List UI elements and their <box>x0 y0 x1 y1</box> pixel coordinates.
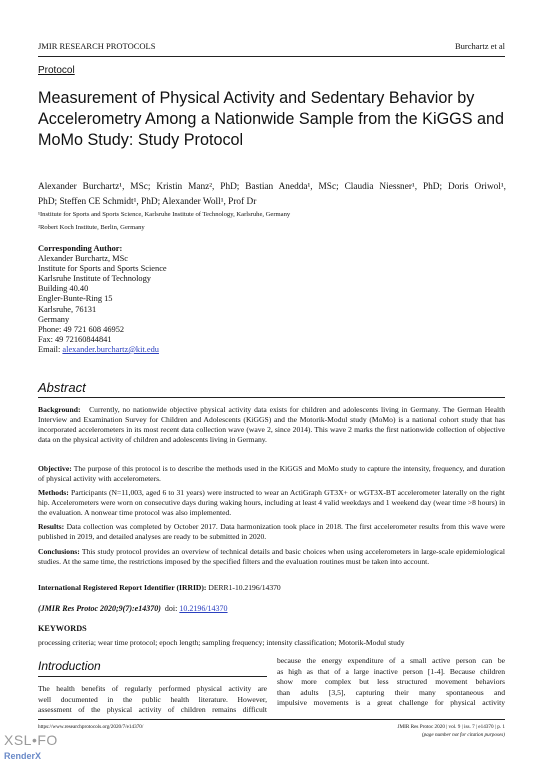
intro-right-line: as high as that of a large inactive person [1-4]. Because children <box>277 666 505 676</box>
objective-label: Objective: <box>38 464 72 473</box>
email-link[interactable]: alexander.burchartz@kit.edu <box>62 344 159 354</box>
introduction-rule <box>38 676 267 677</box>
abstract-irrid <box>38 583 505 593</box>
corresponding-line: Fax: 49 72160844841 <box>38 334 112 344</box>
intro-right-line: than adults [3,5], capturing their many spontaneous and <box>277 687 505 697</box>
results-label: Results: <box>38 522 65 531</box>
intro-right-line: show more complex but less structured movement behaviors <box>277 677 505 687</box>
doi-link[interactable]: 10.2196/14370 <box>179 604 228 613</box>
author-line-1: Alexander Burchartz¹, MSc; Kristin Manz², PhD; Bastian Anedda¹, MSc; Claudia Niessner¹, PhD; Doris Oriwol¹, <box>38 182 506 192</box>
intro-right-line: impulsive movements is a great challenge for physical activity <box>277 698 505 708</box>
intro-left-column <box>38 684 267 716</box>
header-rule <box>38 56 505 57</box>
abstract-background <box>38 405 505 445</box>
keywords-text: processing criteria; wear time protocol; epoch length; sampling frequency; intensity classification; Motorik-Modul study <box>38 638 405 647</box>
corresponding-author-block <box>38 244 167 355</box>
corresponding-line: Karlsruhe, 76131 <box>38 304 97 314</box>
methods-label: Methods: <box>38 488 69 497</box>
article-title: Measurement of Physical Activity and Sedentary Behavior by Accelerometry Among a Nationwide Sample from the KiGGS and MoMo Study: Study Protocol <box>38 89 505 149</box>
abstract-results <box>38 522 505 542</box>
corresponding-author-label: Corresponding Author: <box>38 244 123 253</box>
affiliation-2: ²Robert Koch Institute, Berlin, Germany <box>38 224 145 231</box>
introduction-heading: Introduction <box>38 659 101 673</box>
watermark-renderx: RenderX <box>4 751 42 761</box>
conclusions-text: This study protocol provides an overview of technical details and basic choices when using accelerometers in large-scale epidemiological studies. At the same time, the restrictions imposed by the specified filters and the evaluation routines must be taken into account. <box>38 547 505 566</box>
running-header-author: Burchartz et al <box>454 41 505 51</box>
author-line-2: PhD; Steffen CE Schmidt¹, PhD; Alexander Woll¹, Prof Dr <box>38 197 257 207</box>
email-row <box>38 345 167 355</box>
abstract-conclusions <box>38 547 505 567</box>
watermark-xslfo: XSL•FO <box>4 732 58 748</box>
corresponding-line: Alexander Burchartz, MSc <box>38 254 128 264</box>
irrid-text: DERR1-10.2196/14370 <box>208 583 281 592</box>
article-category: Protocol <box>38 65 75 76</box>
intro-right-line: because the energy expenditure of a small active person can be <box>277 656 505 665</box>
background-label: Background: <box>38 405 81 414</box>
corresponding-line: Karlsruhe Institute of Technology <box>38 274 151 284</box>
citation-label: (JMIR Res Protoc 2020;9(7):e14370) <box>38 604 161 613</box>
intro-left-line: The health benefits of regularly performed physical activity are <box>38 684 267 693</box>
citation-row <box>38 604 228 613</box>
doi-label: doi: <box>164 604 178 613</box>
corresponding-line: Phone: 49 721 608 46952 <box>38 324 125 334</box>
footer-rule <box>38 719 505 720</box>
footer-note: (page number not for citation purposes) <box>421 732 505 738</box>
running-header-journal: JMIR RESEARCH PROTOCOLS <box>38 41 156 51</box>
email-label: Email: <box>38 344 63 354</box>
footer-journal-info: JMIR Res Protoc 2020 | vol. 9 | iss. 7 | e14370 | p. 1 <box>397 724 505 730</box>
results-text: Data collection was completed by October 2017. Data harmonization took place in 2018. The first accelerometer results from this wave were published in 2019, and detailed analyses are ready to be submitted in 2020. <box>38 522 505 541</box>
abstract-objective <box>38 464 505 484</box>
abstract-heading: Abstract <box>38 380 86 395</box>
footer-url: https://www.researchprotocols.org/2020/7/e14370/ <box>38 724 144 730</box>
abstract-rule <box>38 397 505 398</box>
corresponding-line: Building 40.40 <box>38 284 89 294</box>
irrid-label: International Registered Report Identifier (IRRID): <box>38 583 207 592</box>
corresponding-line: Institute for Sports and Sports Science <box>38 264 167 274</box>
methods-text: Participants (N=11,003, aged 6 to 31 years) were instructed to wear an ActiGraph GT3X+ or wGT3X-BT accelerometer laterally on the right hip. Accelerometers were worn on consecutive days during waking hours, including at least 4 valid weekdays and 1 weekend day (wear time >8 hours) in the evaluation. A nonwear time protocol was also implemented. <box>38 488 505 517</box>
keywords-heading: KEYWORDS <box>38 624 87 633</box>
intro-left-line: well documented in the public health literature. However, <box>38 694 267 704</box>
author-list <box>38 180 506 210</box>
corresponding-line: Germany <box>38 314 70 324</box>
intro-right-column <box>277 656 505 709</box>
background-text: Currently, no nationwide objective physical activity data exists for children and adolescents living in Germany. The German Health Interview and Examination Survey for Children and Adolescents (KiGGS) and the Motorik-Modul study (MoMo) is a national cohort study that has incorporated accelerometers in its most recent data collection wave (wave 2, since 2014). This wave 2 marks the first nationwide collection of objective data on the physical activity of children and adolescents living in Germany. <box>38 405 505 444</box>
conclusions-label: Conclusions: <box>38 547 80 556</box>
affiliation-1: ¹Institute for Sports and Sports Science, Karlsruhe Institute of Technology, Karlsruhe, Germany <box>38 211 291 218</box>
intro-left-line: assessment of the physical activity of children remains difficult <box>38 705 267 715</box>
corresponding-line: Engler-Bunte-Ring 15 <box>38 294 113 304</box>
abstract-methods <box>38 488 505 518</box>
objective-text: The purpose of this protocol is to describe the methods used in the KiGGS and MoMo study to capture the intensity, frequency, and duration of physical activity with accelerometers. <box>38 464 505 483</box>
